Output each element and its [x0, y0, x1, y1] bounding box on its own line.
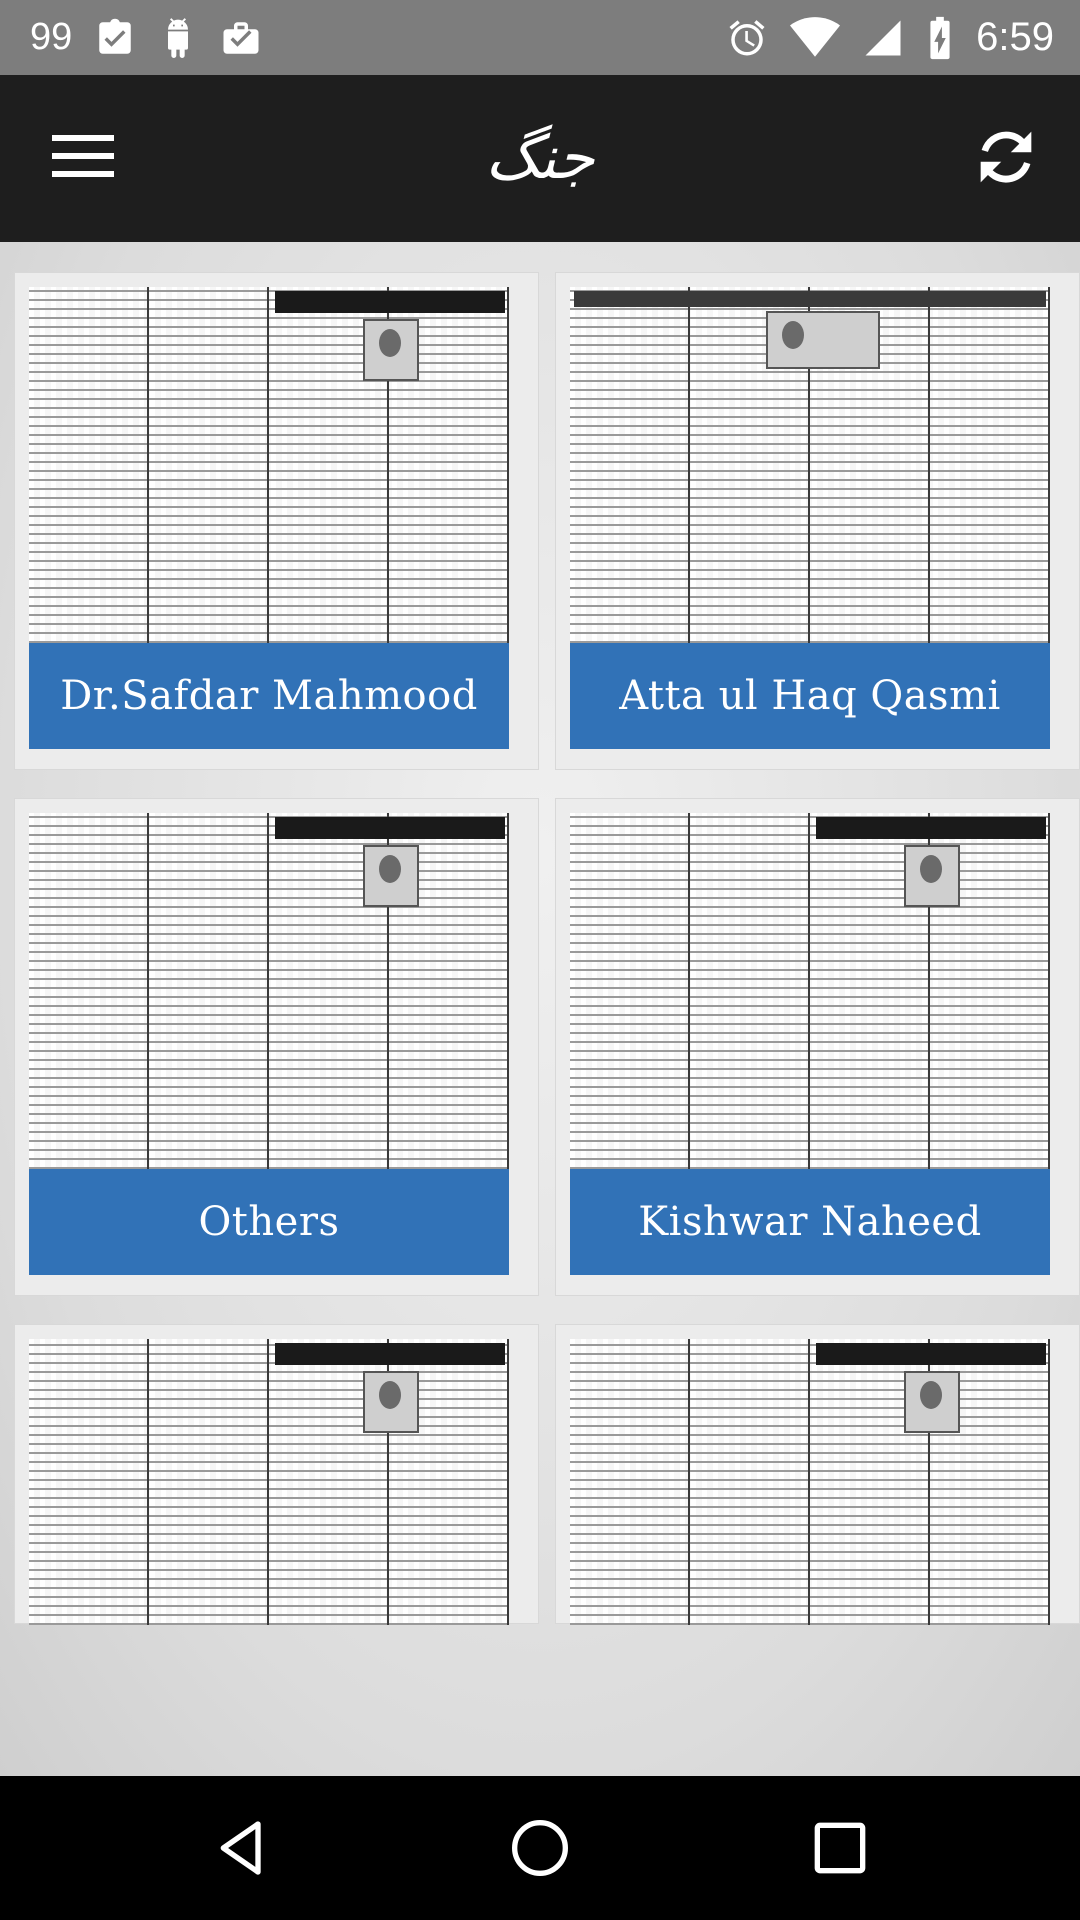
columnist-label: Kishwar Naheed: [570, 1169, 1050, 1275]
app-logo: جنگ: [485, 123, 595, 193]
column-thumbnail: [570, 1339, 1050, 1625]
column-thumbnail: [570, 813, 1050, 1169]
column-thumbnail: [29, 1339, 509, 1625]
columnist-tile[interactable]: [14, 1324, 539, 1624]
columnist-tile[interactable]: [14, 272, 539, 770]
refresh-icon[interactable]: [968, 119, 1044, 195]
wifi-icon: [790, 17, 840, 59]
columnist-tile[interactable]: [14, 798, 539, 1296]
columnist-label: Atta ul Haq Qasmi: [570, 643, 1050, 749]
back-icon[interactable]: [210, 1816, 274, 1880]
columnist-tile[interactable]: [555, 1324, 1080, 1624]
navigation-bar: [0, 1776, 1080, 1920]
battery-charging-icon: [926, 15, 954, 61]
column-thumbnail: [29, 813, 509, 1169]
app-bar: [0, 75, 1080, 242]
android-icon: [158, 17, 198, 59]
alarm-icon: [726, 17, 768, 59]
recents-icon[interactable]: [808, 1816, 872, 1880]
status-bar: [0, 0, 1080, 75]
clipboard-check-icon: [94, 17, 136, 59]
columnist-tile[interactable]: [555, 272, 1080, 770]
column-thumbnail: [29, 287, 509, 643]
columnist-label: Dr.Safdar Mahmood: [29, 643, 509, 749]
columnist-tile[interactable]: [555, 798, 1080, 1296]
briefcase-check-icon: [220, 17, 262, 59]
signal-icon: [862, 17, 904, 59]
column-thumbnail: [570, 287, 1050, 643]
clock-time: 6:59: [976, 15, 1054, 59]
notification-count: 99: [30, 16, 73, 58]
columnist-label: Others: [29, 1169, 509, 1275]
columnist-grid: [0, 242, 1080, 1776]
home-icon[interactable]: [508, 1816, 572, 1880]
